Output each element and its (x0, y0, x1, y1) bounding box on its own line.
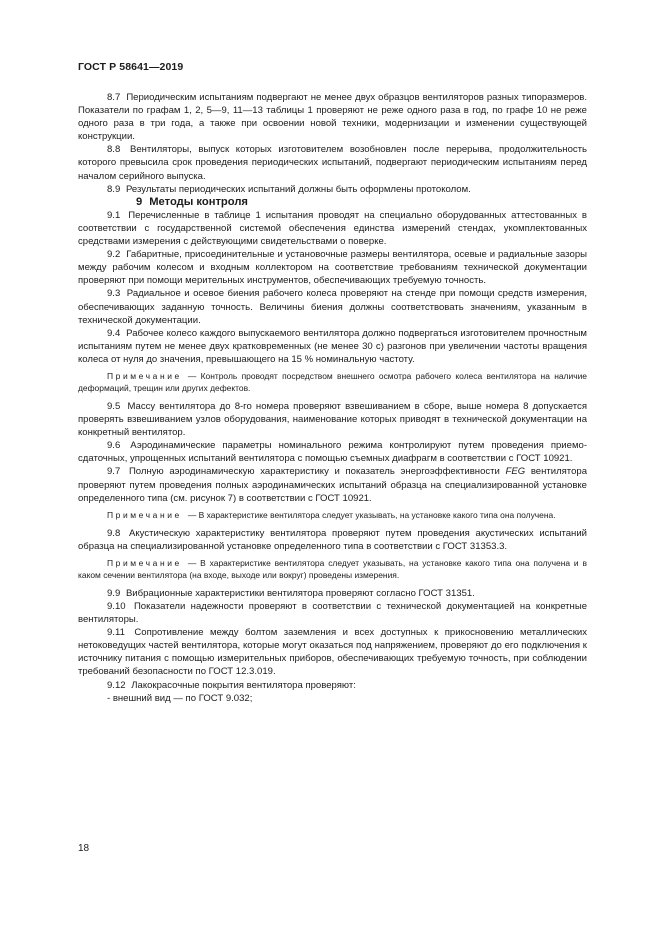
paragraph-9-8 (78, 527, 587, 553)
note-9-7 (78, 509, 587, 521)
paragraph-8-7 (78, 91, 587, 143)
note-label: Примечание (107, 509, 182, 520)
paragraph-number: 9.3 (107, 288, 121, 300)
paragraph-text: Результаты периодических испытаний должны быть оформлены протоколом. (125, 183, 471, 195)
note-text: — В характеристике вентилятора следует указывать, на установке какого типа она получена. (187, 509, 556, 520)
paragraph-number: 9.12 (107, 679, 126, 691)
paragraph-text-end: вентилятора проверяют путем проведения полных аэродинамических испытаний образца на специализированной установке определенного типа (см. рисунок 7) в соответствии с ГОСТ 10921. (78, 466, 587, 504)
paragraph-number: 9.1 (107, 209, 121, 221)
paragraph-text: Перечисленные в таблице 1 испытания проводят на специально оборудованных аттестованных в соответствии с государственной системой обеспечения единства измерений стендах, укомплектованных средствами измерения с действующими свидетельствами о поверке. (78, 209, 587, 248)
paragraph-number: 9.2 (107, 249, 121, 261)
paragraph-text: Вентиляторы, выпуск которых изготовителем возобновлен после перерыва, продолжительность которого превысила срок проведения периодических испытаний, подвергают периодическим испытаниям перед началом серийного выпуска. (78, 144, 587, 182)
paragraph-9-2 (78, 248, 587, 287)
document-code: ГОСТ Р 58641—2019 (78, 61, 184, 73)
paragraph-9-12 (78, 679, 587, 692)
note-label: Примечание (107, 557, 182, 568)
paragraph-text: Габаритные, присоединительные и установочные размеры вентилятора, осевые и радиальные зазоры между рабочим колесом и входным коллектором на соответствие требованиям технической документации проверяют при помощи мерительных инструментов, обеспечивающих требуемую точность. (78, 249, 587, 287)
list-item-appearance: - внешний вид — по ГОСТ 9.032; (107, 692, 253, 704)
paragraph-text: Показатели надежности проверяют в соответствии с технической документацией на конкретные вентиляторы. (78, 601, 588, 626)
paragraph-9-1 (78, 209, 587, 248)
paragraph-9-9 (78, 587, 587, 600)
paragraph-9-5 (78, 400, 587, 439)
section-number: 9 (136, 195, 143, 208)
paragraph-text: Рабочее колесо каждого выпускаемого вентилятора должно подвергаться изготовителем прочностным испытаниям путем не менее двух кратковременных (не менее 30 с) разгонов при увеличении частоты вращения колеса от нуля до значения, превышающего на 15 % номинальную частоту. (78, 327, 587, 365)
note-label: Примечание (107, 370, 182, 381)
paragraph-text: Периодическим испытаниям подвергают не менее двух образцов вентиляторов разных типоразмеров. Показатели по графам 1, 2, 5—9, 11—13 таблицы 1 проверяют не реже одного раза в год, по графе 10 не реже одного раза в три года, а также при освоении новой техники, модернизации и изменении существующей конструкции. (78, 92, 587, 143)
paragraph-8-9 (78, 183, 587, 196)
paragraph-9-6 (78, 439, 587, 465)
note-text: — В характеристике вентилятора следует указывать, на установке какого типа она получена и в каком сечении вентилятора (на входе, выходе или вокруг) проведены измерения. (78, 557, 587, 580)
paragraph-8-8 (78, 143, 587, 182)
paragraph-9-4 (78, 327, 587, 366)
page-number: 18 (78, 843, 90, 854)
paragraph-number: 9.10 (107, 601, 126, 612)
paragraph-number: 8.9 (107, 183, 121, 195)
paragraph-text: Вибрационные характеристики вентилятора проверяют согласно ГОСТ 31351. (125, 587, 475, 599)
paragraph-text: Акустическую характеристику вентилятора проверяют путем проведения акустических испытаний образца на специализированной установке определенного типа в соответствии с ГОСТ 31353.3. (78, 527, 587, 552)
paragraph-text-start: Полную аэродинамическую характеристику и показатель энергоэффективности (128, 466, 500, 478)
document-body (78, 91, 587, 705)
feg-term: FEG (505, 466, 526, 478)
paragraph-9-7 (78, 465, 587, 504)
paragraph-9-11 (78, 626, 587, 678)
paragraph-number: 8.8 (107, 144, 121, 156)
note-text: — Контроль проводят посредством внешнего осмотра рабочего колеса вентилятора на наличие деформаций, трещин или других дефектов. (78, 370, 587, 393)
paragraph-number: 8.7 (107, 92, 121, 103)
paragraph-number: 9.8 (107, 527, 121, 539)
section-title: Методы контроля (149, 195, 248, 208)
paragraph-number: 9.4 (107, 327, 121, 339)
paragraph-text: Лакокрасочные покрытия вентилятора проверяют: (131, 679, 356, 691)
section-heading (78, 196, 587, 209)
paragraph-text: Массу вентилятора до 8-го номера проверяют взвешиванием в сборе, выше номера 8 допускается проверять взвешиванием узлов оборудования, наименование которых приводят в технической документации на конкретный вентилятор. (78, 400, 587, 439)
paragraph-text: Радиальное и осевое биения рабочего колеса проверяют на стенде при помощи средств измерения, обеспечивающих заданную точность. Величины биения должны соответствовать значениям, указанным в технической документации. (78, 288, 587, 326)
paragraph-text: Сопротивление между болтом заземления и всех доступных к прикосновению металлических нетоковедущих частей вентилятора, которые могут оказаться под напряжением, проверяют до его подключения к источнику питания с помощью измерительных приборов, обеспечивающих требуемую точность, при соблюдении требований безопасности по ГОСТ 12.3.019. (78, 627, 587, 678)
paragraph-number: 9.7 (107, 466, 121, 478)
paragraph-9-3 (78, 287, 587, 326)
note-9-8 (78, 557, 587, 581)
note-9-4 (78, 370, 587, 394)
paragraph-text: Аэродинамические параметры номинального режима контролируют путем проведения приемо-сдаточных, упрощенных испытаний вентилятора с помощью съемных диафрагм в соответствии с ГОСТ 10921. (78, 440, 587, 465)
paragraph-number: 9.5 (107, 400, 121, 412)
paragraph-number: 9.9 (107, 587, 121, 599)
paragraph-number: 9.11 (107, 627, 125, 639)
paragraph-9-10 (78, 600, 587, 626)
paragraph-number: 9.6 (107, 440, 121, 452)
